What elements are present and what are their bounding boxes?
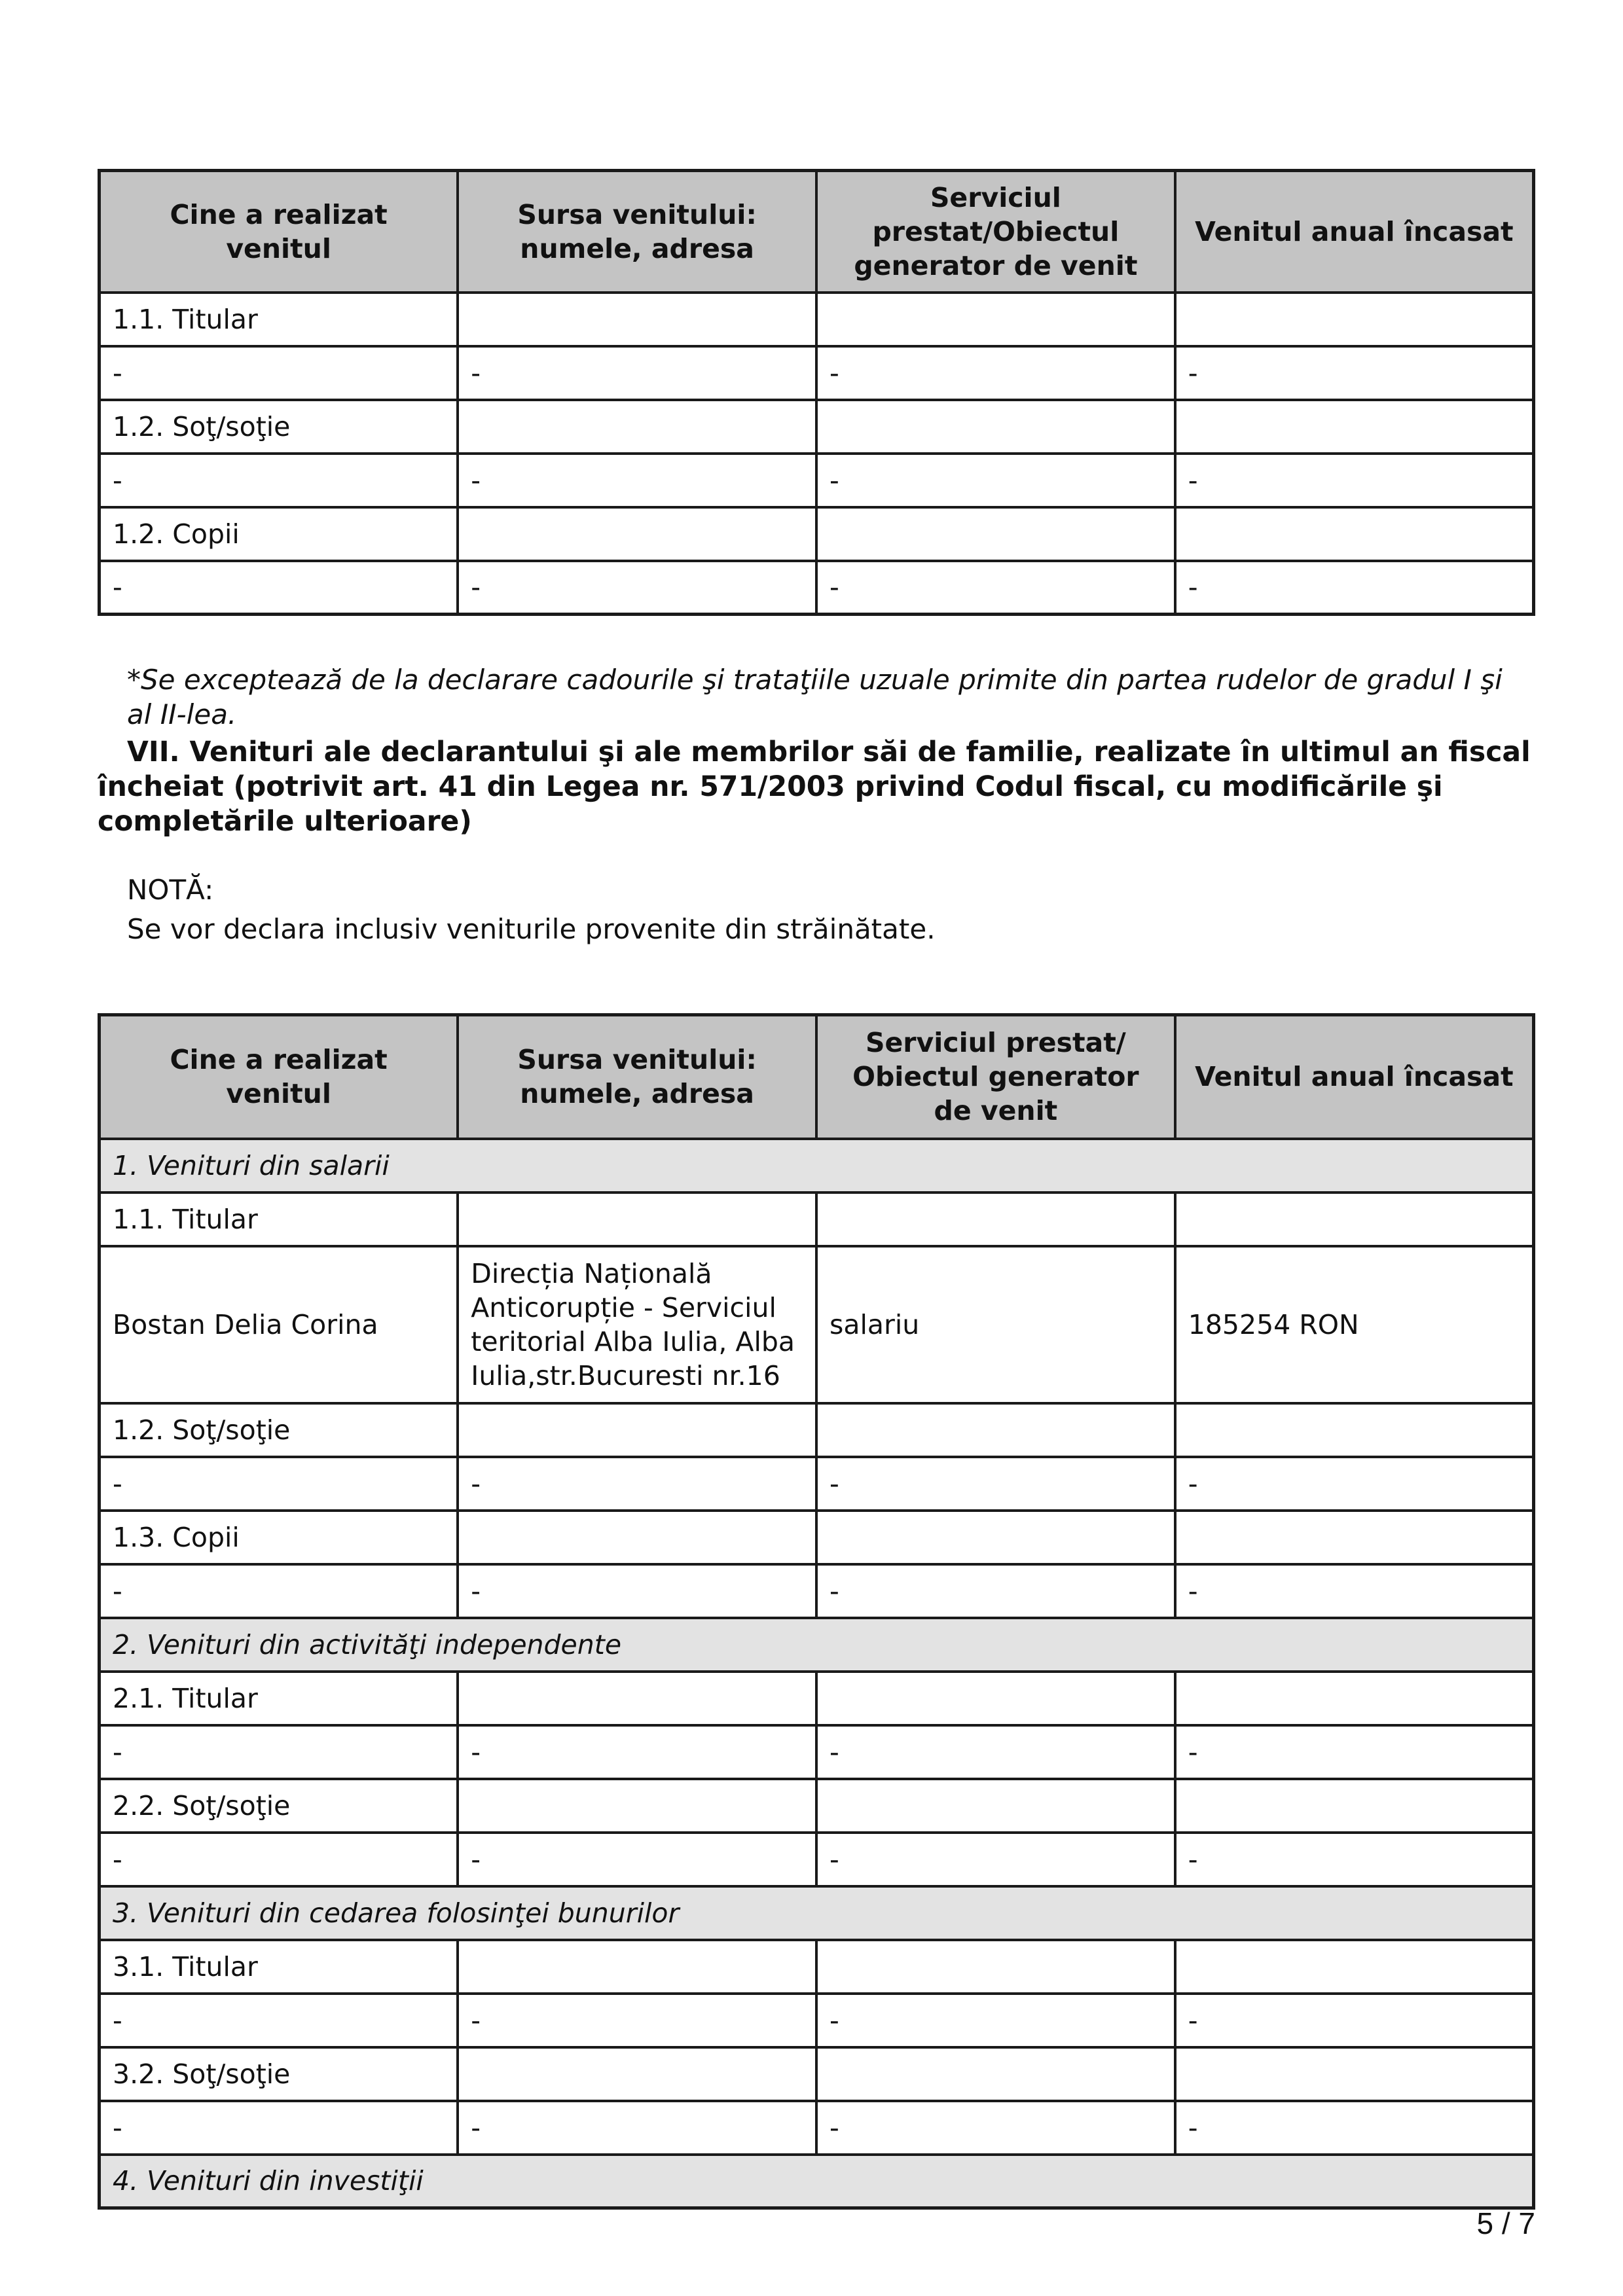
table-row xyxy=(100,1779,1534,1833)
section-title: 2. Venituri din activităţi independente xyxy=(100,1618,1534,1672)
table-row xyxy=(100,1511,1534,1564)
table-cell: 1.1. Titular xyxy=(100,293,458,346)
section-heading: VII. Venituri ale declarantului şi ale membrilor săi de familie, realizate în ultimul an fiscal încheiat (potrivit art. 41 din Legea nr. 571/2003 privind Codul fiscal, cu modificările şi completările ulterioare) xyxy=(98,736,1531,838)
table-cell: 1.2. Soţ/soţie xyxy=(100,400,458,454)
table-row xyxy=(100,2101,1534,2155)
table-cell: 1.3. Copii xyxy=(100,1511,458,1564)
table-cell xyxy=(1175,2047,1534,2101)
gift-exception-note: *Se exceptează de la declarare cadourile şi trataţiile uzuale primite din partea rudelor de gradul I şi al II-lea. xyxy=(127,664,1503,730)
table-row xyxy=(100,346,1534,400)
table-row xyxy=(100,293,1534,346)
nota-text: Se vor declara inclusiv veniturile provenite din străinătate. xyxy=(127,913,936,945)
table-cell xyxy=(1175,293,1534,346)
table-row xyxy=(100,1457,1534,1511)
header-cell: Cine a realizat venitul xyxy=(100,1015,458,1139)
section-row xyxy=(100,1618,1534,1672)
income-table-annual xyxy=(98,1013,1535,2210)
table-cell: 1.2. Soţ/soţie xyxy=(100,1403,458,1457)
table-cell: 185254 RON xyxy=(1175,1246,1534,1403)
table-cell xyxy=(816,1672,1175,1725)
table-cell: - xyxy=(1175,1457,1534,1511)
header-cell: Serviciul prestat/Obiectul generator de venit xyxy=(816,171,1175,293)
table-cell xyxy=(1175,400,1534,454)
table-cell: - xyxy=(1175,1833,1534,1886)
table-cell xyxy=(816,1511,1175,1564)
table-cell xyxy=(458,293,816,346)
table-cell: 2.2. Soţ/soţie xyxy=(100,1779,458,1833)
header-cell: Cine a realizat venitul xyxy=(100,171,458,293)
table-cell xyxy=(458,400,816,454)
table-cell: - xyxy=(100,2101,458,2155)
table-cell: - xyxy=(1175,561,1534,615)
table-cell: - xyxy=(458,346,816,400)
table-cell: - xyxy=(1175,346,1534,400)
section-row xyxy=(100,1886,1534,1940)
table-cell xyxy=(816,1193,1175,1246)
table-cell: - xyxy=(100,346,458,400)
table-cell xyxy=(816,1779,1175,1833)
table-cell xyxy=(1175,1403,1534,1457)
table-cell: - xyxy=(1175,1564,1534,1618)
table-cell: - xyxy=(458,1564,816,1618)
table-cell xyxy=(1175,1672,1534,1725)
table-cell xyxy=(458,1403,816,1457)
table-cell: Bostan Delia Corina xyxy=(100,1246,458,1403)
section-title: 1. Venituri din salarii xyxy=(100,1139,1534,1193)
table-cell: 2.1. Titular xyxy=(100,1672,458,1725)
table-header-row xyxy=(100,1015,1534,1139)
table-cell: - xyxy=(458,561,816,615)
table-cell xyxy=(816,1403,1175,1457)
table-row xyxy=(100,1672,1534,1725)
table-cell xyxy=(458,2047,816,2101)
table-cell: 3.2. Soţ/soţie xyxy=(100,2047,458,2101)
table-cell xyxy=(458,1193,816,1246)
table-cell: - xyxy=(458,1833,816,1886)
table-cell xyxy=(458,1940,816,1994)
section-title: 4. Venituri din investiţii xyxy=(100,2155,1534,2208)
table-cell: Direcția Națională Anticorupție - Serviciul teritorial Alba Iulia, Alba Iulia,str.Bucuresti nr.16 xyxy=(458,1246,816,1403)
table-cell: - xyxy=(816,346,1175,400)
header-cell: Sursa venitului: numele, adresa xyxy=(458,1015,816,1139)
table-cell: - xyxy=(458,1725,816,1779)
table-cell xyxy=(458,1511,816,1564)
table-cell: - xyxy=(100,1564,458,1618)
table-cell: - xyxy=(816,2101,1175,2155)
table-cell xyxy=(458,1779,816,1833)
table-cell: 1.1. Titular xyxy=(100,1193,458,1246)
table-cell: - xyxy=(458,2101,816,2155)
table-row xyxy=(100,1403,1534,1457)
table-body xyxy=(100,1139,1534,2208)
table-cell: - xyxy=(1175,454,1534,507)
table-cell: - xyxy=(816,1725,1175,1779)
table-cell xyxy=(1175,1193,1534,1246)
table-cell: - xyxy=(458,454,816,507)
table-cell xyxy=(816,1940,1175,1994)
page-number: 5 / 7 xyxy=(1476,2206,1535,2240)
table-header-row xyxy=(100,171,1534,293)
table-cell xyxy=(1175,1779,1534,1833)
table-cell: - xyxy=(100,1994,458,2047)
table-body xyxy=(100,293,1534,615)
table-cell: - xyxy=(458,1994,816,2047)
table-cell: - xyxy=(816,1564,1175,1618)
table-cell: - xyxy=(100,1833,458,1886)
table-cell: - xyxy=(1175,1725,1534,1779)
income-table-gifts xyxy=(98,169,1535,616)
table-row xyxy=(100,454,1534,507)
table-cell xyxy=(1175,507,1534,561)
table-row xyxy=(100,507,1534,561)
table-cell: - xyxy=(816,454,1175,507)
section-title: 3. Venituri din cedarea folosinţei bunurilor xyxy=(100,1886,1534,1940)
table-cell: 1.2. Copii xyxy=(100,507,458,561)
table-row xyxy=(100,1246,1534,1403)
table-row xyxy=(100,400,1534,454)
table-cell: salariu xyxy=(816,1246,1175,1403)
table-cell: - xyxy=(100,561,458,615)
header-cell: Sursa venitului: numele, adresa xyxy=(458,171,816,293)
table-cell xyxy=(816,2047,1175,2101)
table-cell: - xyxy=(816,1833,1175,1886)
table-cell xyxy=(816,293,1175,346)
section-row xyxy=(100,2155,1534,2208)
table-row xyxy=(100,1193,1534,1246)
table-row xyxy=(100,2047,1534,2101)
table-cell xyxy=(1175,1511,1534,1564)
table-cell: - xyxy=(816,1457,1175,1511)
table-row xyxy=(100,561,1534,615)
nota-label: NOTĂ: xyxy=(127,874,214,906)
table-cell: - xyxy=(816,1994,1175,2047)
header-cell: Serviciul prestat/ Obiectul generator de venit xyxy=(816,1015,1175,1139)
table-row xyxy=(100,1725,1534,1779)
table-cell xyxy=(816,400,1175,454)
section-row xyxy=(100,1139,1534,1193)
table-cell: - xyxy=(100,1725,458,1779)
table-cell: - xyxy=(458,1457,816,1511)
table-row xyxy=(100,1833,1534,1886)
header-cell: Venitul anual încasat xyxy=(1175,1015,1534,1139)
table-cell xyxy=(458,507,816,561)
table-cell: - xyxy=(100,1457,458,1511)
table-cell xyxy=(816,507,1175,561)
table-cell: - xyxy=(1175,1994,1534,2047)
table-cell xyxy=(458,1672,816,1725)
table-cell: - xyxy=(816,561,1175,615)
table-cell xyxy=(1175,1940,1534,1994)
table-cell: - xyxy=(100,454,458,507)
header-cell: Venitul anual încasat xyxy=(1175,171,1534,293)
table-row xyxy=(100,1994,1534,2047)
table-row xyxy=(100,1940,1534,1994)
table-row xyxy=(100,1564,1534,1618)
table-cell: - xyxy=(1175,2101,1534,2155)
table-cell: 3.1. Titular xyxy=(100,1940,458,1994)
